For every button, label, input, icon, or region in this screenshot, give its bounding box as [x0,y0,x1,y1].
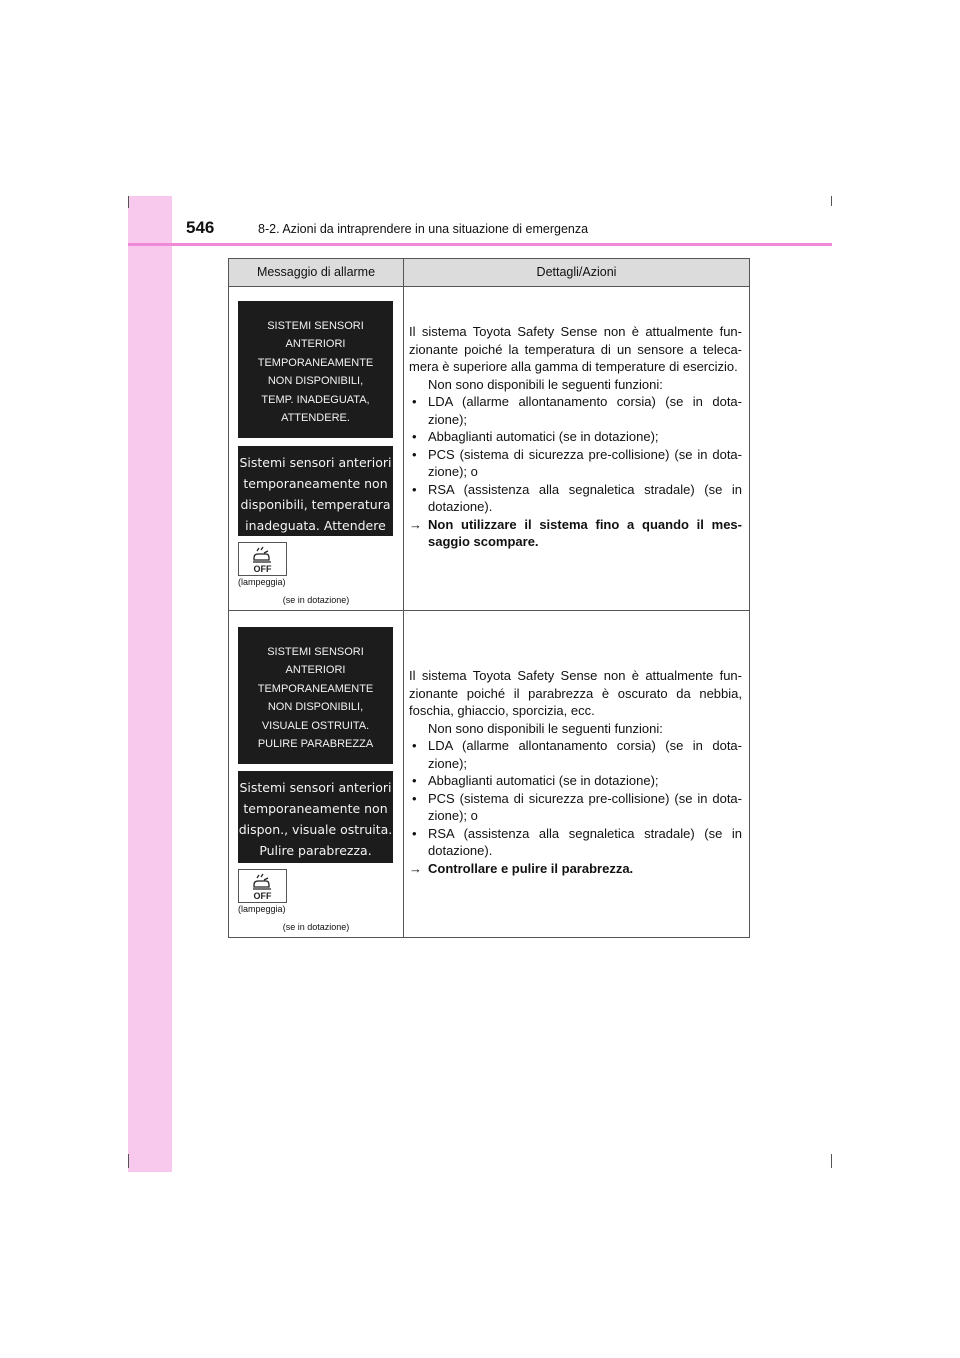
display-line: Sistemi sensori anteriori [239,455,392,470]
chapter-sidebar-tab [128,196,172,1172]
display-line: PULIRE PARABREZZA [257,738,374,751]
list-item [409,446,742,481]
column-header-message: Messaggio di allarme [256,265,376,279]
list-item-text: RSA (assistenza alla segnaletica stradale) (se in dotazione). [428,481,742,514]
bullet-mark: • [412,481,417,497]
list-item [409,772,742,790]
blink-label: (lampeggia) [238,577,286,587]
action-text: Controllare e pulire il parabrezza. [428,860,634,876]
action-instruction [409,516,742,551]
table-header-row [229,259,749,287]
svg-text:OFF: OFF [253,891,272,901]
list-item [409,790,742,825]
crop-mark [128,1154,129,1168]
bullet-mark: • [412,429,417,444]
bullet-mark: • [412,790,417,806]
display-line: ATTENDERE. [281,412,350,425]
list-item-text: Abbaglianti automatici (se in dotazione); [428,773,659,788]
bullet-mark: • [412,738,417,753]
list-item [409,481,742,516]
warning-message-table [228,258,750,938]
crop-mark [831,1154,832,1168]
display-line: NON DISPONIBILI, [267,375,364,388]
column-header-details: Dettagli/Azioni [536,265,617,279]
list-item [409,428,742,446]
optional-equipment-label: (se in dotazione) [282,922,350,932]
details-actions-cell [409,323,742,551]
list-item-text: LDA (allarme allontanamento corsia) (se in dota-zione); [428,738,742,771]
list-item-text: LDA (allarme allontanamento corsia) (se in dota-zione); [428,394,742,427]
list-item-text: RSA (assistenza alla segnaletica stradale) (se in dotazione). [428,825,742,858]
display-line: ANTERIORI [285,664,346,677]
display-line: Sistemi sensori anteriori [239,780,392,795]
optional-equipment-label: (se in dotazione) [282,595,350,605]
page-number: 546 [186,218,215,237]
display-line: ANTERIORI [285,338,346,351]
svg-text:OFF: OFF [253,564,272,574]
multi-info-display-message [238,301,393,438]
list-item [409,737,742,772]
crop-mark [831,196,832,206]
display-line: inadeguata. Attendere [245,518,386,533]
display-line: SISTEMI SENSORI [267,646,364,658]
multi-info-display-message [238,627,393,764]
description-text: Il sistema Toyota Safety Sense non è attualmente fun-zionante poiché la temperatura di un sensore a teleca-mera è superiore alla gamma di temperature di esercizio. [409,324,742,374]
list-item-text: PCS (sistema di sicurezza pre-collisione) (se in dota-zione); o [428,446,742,479]
bullet-mark: • [412,446,417,462]
display-line: temporaneamente non [243,476,388,491]
list-item [409,393,742,428]
unavailable-functions-intro: Non sono disponibili le seguenti funzioni: [428,376,663,392]
display-line: temporaneamente non [243,801,388,816]
column-divider [403,259,404,937]
bullet-mark: • [412,825,417,841]
crop-mark [128,196,129,208]
display-line: SISTEMI SENSORI [267,320,364,332]
display-line: TEMP. INADEGUATA, [261,393,370,406]
description-text: Il sistema Toyota Safety Sense non è attualmente fun-zionante poiché il parabrezza è oscurato da nebbia, foschia, ghiaccio, sporcizia, ecc. [409,668,742,718]
condensed-display-message [238,446,393,536]
display-line: TEMPORANEAMENTE [257,682,374,695]
header-rule [128,243,832,246]
action-text: Non utilizzare il sistema fino a quando il mes-saggio scompare. [428,516,742,549]
arrow-icon: → [409,516,422,532]
details-actions-cell [409,667,742,877]
bullet-mark: • [412,773,417,788]
list-item-text: Abbaglianti automatici (se in dotazione); [428,429,659,444]
blink-label: (lampeggia) [238,904,286,914]
section-title: 8-2. Azioni da intraprendere in una situazione di emergenza [258,222,589,236]
action-instruction [409,860,742,878]
display-line: dispon., visuale ostruita. [238,822,393,837]
row-divider [229,610,749,611]
display-line: VISUALE OSTRUITA. [261,719,370,732]
bullet-mark: • [412,394,417,409]
list-item [409,825,742,860]
arrow-icon: → [409,860,422,876]
condensed-display-message [238,771,393,863]
display-line: disponibili, temperatura [240,497,391,512]
auto-high-beam-off-icon [238,869,287,903]
unavailable-functions-intro: Non sono disponibili le seguenti funzioni: [428,720,663,736]
list-item-text: PCS (sistema di sicurezza pre-collisione) (se in dota-zione); o [428,790,742,823]
display-line: TEMPORANEAMENTE [257,356,374,369]
display-line: Pulire parabrezza. [259,843,372,858]
display-line: NON DISPONIBILI, [267,701,364,714]
auto-high-beam-off-icon [238,542,287,576]
